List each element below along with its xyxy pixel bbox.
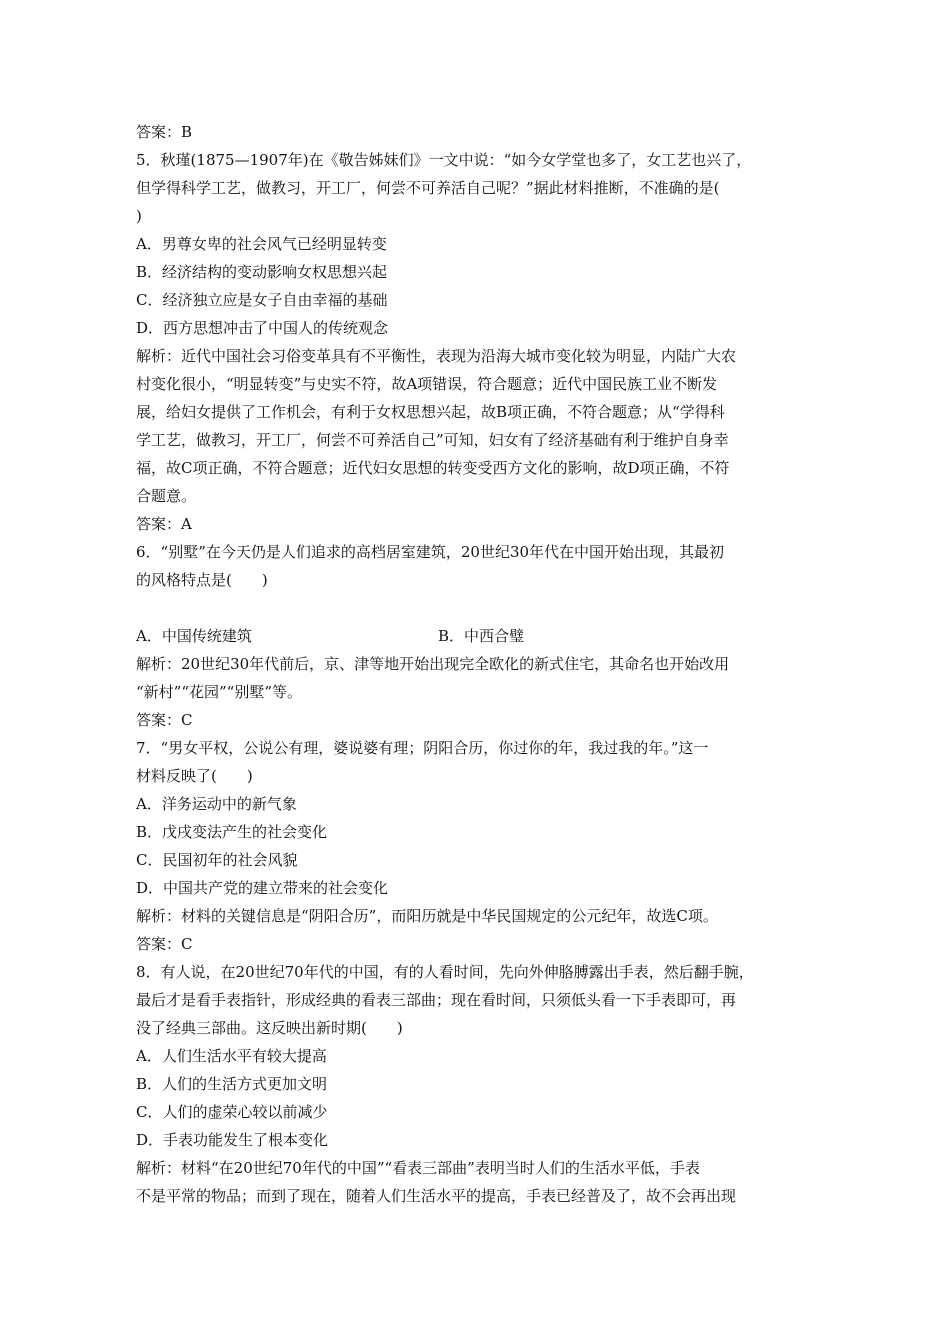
analysis-5-line-4: 学工艺，做教习，开工厂，何尝不可养活自己”可知，妇女有了经济基础有利于维护自身幸 [136,431,729,449]
option-a: A．男尊女卑的社会风气已经明显转变 [136,235,387,253]
question-6-line-1: 6．“别墅”在今天仍是人们追求的高档居室建筑，20世纪30年代在中国开始出现，其最初 [136,543,725,561]
analysis-5-line-2: 村变化很小，“明显转变”与史实不符，故A项错误，符合题意；近代中国民族工业不断发 [136,375,718,393]
question-8-line-1: 8．有人说，在20世纪70年代的中国，有的人看时间，先向外伸胳膊露出手表，然后翻手腕， [136,963,754,981]
option-a [136,594,438,622]
analysis-6-line-1: 解析：20世纪30年代前后，京、津等地开始出现完全欧化的新式住宅，其命名也开始改用 [136,655,730,673]
answer-line: 答案：A [136,515,192,533]
answer-line: 答案：B [136,123,193,141]
option-c: C．人们的虚荣心较以前减少 [136,1103,328,1121]
question-5-line-2: 但学得科学工艺，做教习，开工厂，何尝不可养活自己呢？”据此材料推断，不准确的是( [136,179,720,197]
analysis-5-line-3: 展，给妇女提供了工作机会，有利于女权思想兴起，故B项正确，不符合题意；从“学得科 [136,403,725,421]
answer-line: 答案：C [136,935,193,953]
option-d: D．西方思想冲击了中国人的传统观念 [136,319,389,337]
question-6-line-2: 的风格特点是( ) [136,571,268,589]
option-d: D．中国共产党的建立带来的社会变化 [136,879,389,897]
option-b [438,594,740,622]
option-b: B．人们的生活方式更加文明 [136,1075,328,1093]
question-8-line-2: 最后才是看手表指针，形成经典的看表三部曲；现在看时间，只须低头看一下手表即可，再 [136,991,737,1009]
option-b: B．戊戌变法产生的社会变化 [136,823,328,841]
analysis-8-line-2: 不是平常的物品；而到了现在，随着人们生活水平的提高，手表已经普及了，故不会再出现 [136,1187,737,1205]
analysis-5-line-1: 解析：近代中国社会习俗变革具有不平衡性，表现为沿海大城市变化较为明显，内陆广大农 [136,347,737,365]
question-8-line-3: 没了经典三部曲。这反映出新时期( ) [136,1019,403,1037]
analysis-6-line-2: “新村”“花园”“别墅”等。 [136,683,303,701]
option-a: A．洋务运动中的新气象 [136,795,297,813]
option-d: B．中西合璧 [438,627,525,645]
option-c: A．中国传统建筑 [136,627,252,645]
analysis-8-line-1: 解析：材料“在20世纪70年代的中国”“看表三部曲”表明当时人们的生活水平低，手表 [136,1159,700,1177]
analysis-5-line-6: 合题意。 [136,487,197,505]
question-5-line-1: 5．秋瑾(1875—1907年)在《敬告姊妹们》一文中说：“如今女学堂也多了，女工艺也兴了， [136,151,752,169]
answer-line: 答案：C [136,711,193,729]
question-5-line-3: ) [136,207,142,225]
option-d: D．手表功能发生了根本变化 [136,1131,329,1149]
option-row-ab [136,594,820,622]
option-c: C．经济独立应是女子自由幸福的基础 [136,291,388,309]
analysis-7-line-1: 解析：材料的关键信息是“阴阳合历”，而阳历就是中华民国规定的公元纪年，故选C项。 [136,907,718,925]
question-7-line-1: 7．“男女平权，公说公有理，婆说婆有理；阴阳合历，你过你的年，我过我的年。”这一 [136,739,709,757]
question-7-line-2: 材料反映了( ) [136,767,253,785]
option-c: C．民国初年的社会风貌 [136,851,298,869]
option-a: A．人们生活水平有较大提高 [136,1047,327,1065]
option-row-cd [136,622,820,650]
document-page [136,118,820,1210]
analysis-5-line-5: 福，故C项正确，不符合题意；近代妇女思想的转变受西方文化的影响，故D项正确，不符 [136,459,730,477]
option-b: B．经济结构的变动影响女权思想兴起 [136,263,388,281]
